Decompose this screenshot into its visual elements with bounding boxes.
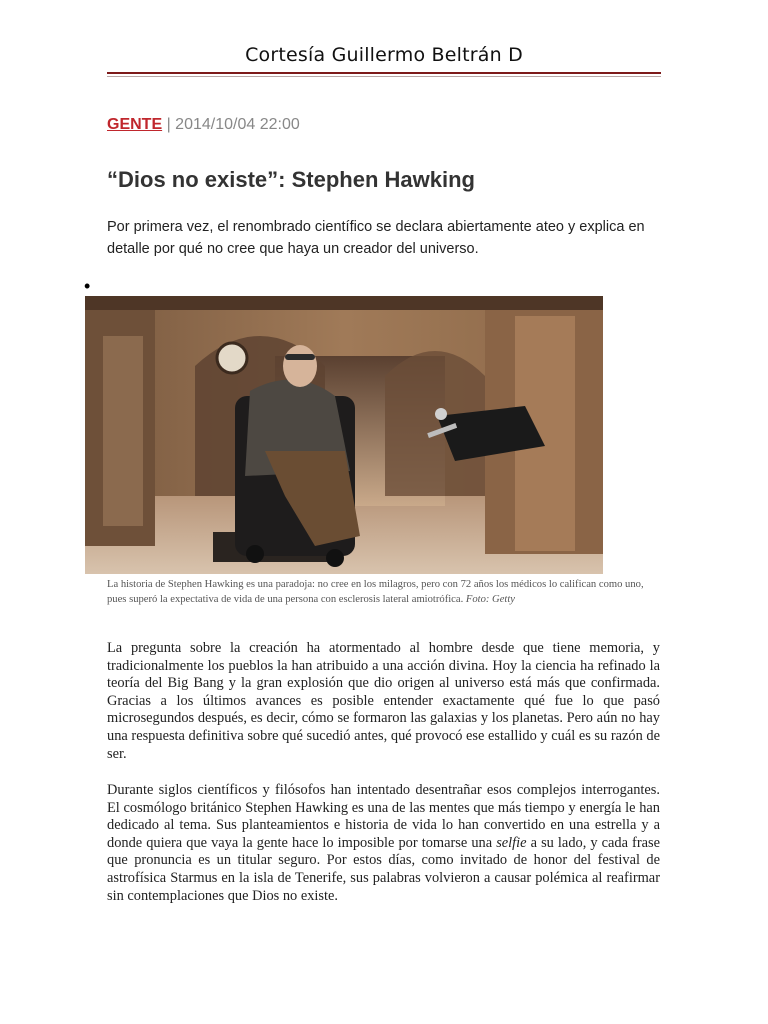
courtesy-header: Cortesía Guillermo Beltrán D: [245, 44, 523, 66]
list-bullet: •: [84, 276, 91, 296]
paragraph-2-text-b: a su lado, y cada frase que pronuncia es un titular seguro. Por estos días, como invitado de honor del festival de astrofísica Starmus en la isla de Tenerife, sus palabras volvieron a causar polémica al reafirmar sin contemplaciones que Dios no existe.: [107, 834, 660, 904]
article-lead: Por primera vez, el renombrado científico se declara abiertamente ateo y explica en detalle por qué no cree que haya un creador del universo.: [107, 219, 645, 257]
article-paragraph-2: [107, 782, 660, 905]
caption-text: La historia de Stephen Hawking es una paradoja: no cree en los milagros, pero con 72 años los médicos lo califican como uno, pues superó la expectativa de vida de una persona con esclerosis lateral amiotrófica.: [107, 579, 644, 605]
article-datetime: 2014/10/04 22:00: [175, 116, 300, 133]
caption-credit: Foto: Getty: [465, 594, 516, 605]
section-link-gente[interactable]: GENTE: [107, 116, 163, 133]
article-paragraph-1: La pregunta sobre la creación ha atormentado al hombre desde que tiene memoria, y tradicionalmente los pueblos la han atribuido a una acción divina. Hoy la ciencia ha refinado la teoría del Big Bang y la gran explosión que dio origen al universo está más que confirmada. Gracias a los últimos avances es posible entender exactamente qué fue lo que pasó microsegundos después, es decir, cómo se formaron las galaxias y los planetas. Pero aún no hay una respuesta definitiva sobre qué sucedió antes, qué provocó ese estallido y cuál es su razón de ser.: [107, 640, 660, 762]
article-meta: [107, 116, 300, 134]
article-photo: [85, 296, 603, 574]
header-rule-thick: [107, 72, 661, 74]
paragraph-2-text-a: Durante siglos científicos y filósofos han intentado desentrañar esos complejos interrogantes. El cosmólogo británico Stephen Hawking es una de las mentes que más tiempo y energía le han dedicado al tema. Sus planteamientos e historia de vida lo han convertido en una estrella y a donde quiera que vaya la gente hace lo imposible por tomarse una: [107, 782, 660, 851]
selfie-italic: selfie: [496, 834, 527, 851]
meta-separator: |: [162, 116, 176, 133]
photo-caption: [107, 577, 649, 607]
header-rule-thin: [107, 76, 661, 77]
article-headline: “Dios no existe”: Stephen Hawking: [107, 167, 475, 192]
